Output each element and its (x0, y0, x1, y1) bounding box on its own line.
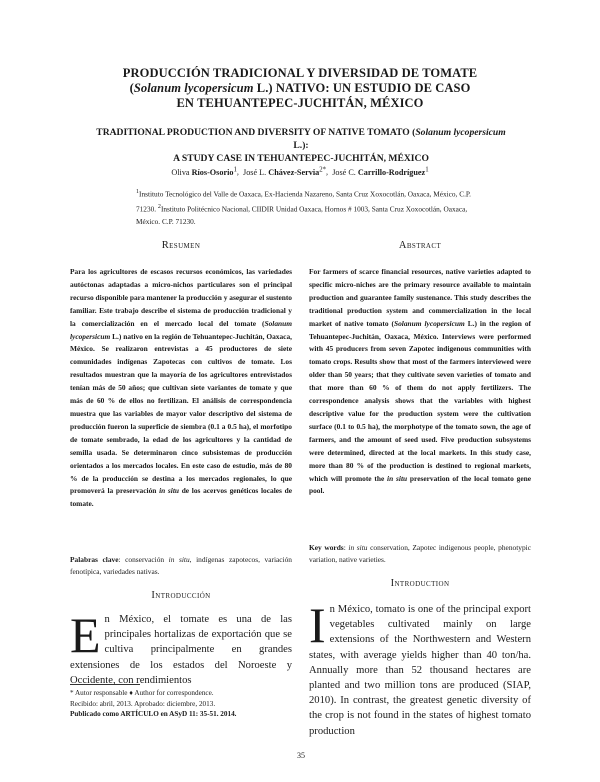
abstract-body (309, 266, 531, 498)
footnote (70, 688, 292, 720)
affil-1-text: Instituto Tecnológico del Valle de Oaxaca, Ex-Hacienda Nazareno, Santa Cruz Xoxocotlán, Oaxaca, México, C.P. 71230. (136, 189, 471, 214)
palabras-clave (70, 554, 292, 578)
footnote-line1: * Autor responsable ♦ Author for correspondence. (70, 689, 214, 697)
affiliations (136, 186, 476, 228)
abstract-part2: L.) in the region of Tehuantepec-Juchitán, Oaxaca, México. Interviews were performed with 45 producers from seven Zapotec indigenous communities with tomato crops. Results show that most of the farmers interviewed were older than 50 years; that they cultivate seven varieties of tomato and that more than 60 % of them do not apply fertilizers. The correspondence analysis shows that the variables with highest descriptive value for the production system were the cultivation surface (0.1 to 0.5 ha), the morphotype of the tomato sown, the age of farmers, and the amount of seed used. Five production subsystems were determined, directed at the local markets. In this study case, more than 80 % of the production is destined to regional markets, which will promote the (309, 318, 531, 483)
title-en-main: TRADITIONAL PRODUCTION AND DIVERSITY OF NATIVE TOMATO ( (96, 127, 416, 138)
key-words-a: : (343, 543, 349, 552)
key-words-insitu: in situ (348, 543, 368, 552)
title-english (88, 126, 514, 165)
author-2 (243, 168, 326, 177)
title-es-open: ( (129, 81, 134, 95)
affil-2-text: Instituto Politécnico Nacional, CIIDIR Unidad Oaxaca, Hornos # 1003, Santa Cruz Xoxocotlán, Oaxaca, México. C.P. 71230. (136, 204, 468, 226)
footnote-line2: Recibido: abril, 2013. Aprobado: diciembre, 2013. (70, 699, 216, 708)
page-number: 35 (297, 751, 305, 760)
resumen-part2: L.) nativo en la región de Tehuantepec-Juchitán, Oaxaca, México. Se realizaron entrevistas a 45 productores de siete comunidades indígenas Zapotecas con cultivos de tomate. Los resultados muestran que la mayoría de los agricultores entrevistados tenían más de 50 años; que cultivan siete variantes de tomate y que más de 60 % de ellos no fertilizan. El análisis de correspondencia muestra que las variables de mayor valor descriptivo del sistema de producción fueron la superficie de siembra (0.1 a 0.5 ha), el morfotipo de tomate sembrado, la edad de los agricultores y la cantidad de semilla usada. Se determinaron cinco subsistemas de producción orientados a los mercados locales. En este caso de estudio, más de 80 % de la producción se destina a los mercados regionales, lo que promoverá la preservación (70, 331, 292, 496)
footnote-line3: Publicado como ARTÍCULO en ASyD 11: 35-51. 2014. (70, 710, 237, 718)
introduccion-body (70, 607, 292, 688)
introduction-heading: Introduction (390, 578, 450, 589)
author-2-given: José L. (243, 167, 269, 177)
author-list: Oliva Ríos-Osorio$^1$, José L. Chávez-Servia$^{2*}$, José C. Carrillo-Rodríguez$^1$ (171, 166, 429, 177)
introduccion-text: n México, el tomate es una de las principales hortalizas de exportación que se cultiva principalmente en grandes extensiones de los estados del Noroeste y Occidente, con rendimientos (70, 614, 292, 686)
key-words (309, 542, 531, 566)
key-words-b: conservation, Zapotec indigenous people, phenotypic variation, native varieties. (309, 543, 532, 564)
abstract-species: Solanum lycopersicum (393, 318, 465, 328)
introduction-dropcap: I (309, 597, 326, 653)
title-en-line1 (88, 126, 514, 152)
affil-2-sup: 2 (157, 203, 161, 210)
palabras-clave-b: , indígenas zapotecos, variación fenotípica, variedades nativas. (70, 555, 293, 576)
author-1 (171, 168, 237, 177)
author-3-surname: Carrillo-Rodríguez (357, 167, 426, 177)
abstract-heading: Abstract (398, 240, 442, 251)
title-en-end: L.): (293, 140, 309, 151)
author-2-surname: Chávez-Servia (268, 167, 320, 177)
title-es-species: Solanum lycopersicum (133, 81, 254, 95)
introduction-body (309, 597, 531, 739)
author-1-given: Oliva (171, 167, 192, 177)
abstract-part1: For farmers of scarce financial resources, native varieties adapted to specific micro-niches are the primary resource available to maintain production and guarantee family sustenance. This study describes the traditional production system and commercialization in the local market of native tomato ( (309, 267, 531, 328)
author-3 (332, 168, 428, 177)
title-es-line3: EN TEHUANTEPEC-JUCHITÁN, MÉXICO (176, 96, 424, 110)
footnote-rule (70, 684, 140, 685)
introduction-text: n México, tomato is one of the principal export vegetables cultivated mainly on large extensions of the Northwestern and Western states, with average yields higher than 40 ton/ha. Annually more than 52 thousand hectares are planted and two million tons are produced (SIAP, 2010). In contrast, the greatest genetic diversity of the crop is not found in the states of highest tomato production (309, 604, 531, 737)
title-es-line1: PRODUCCIÓN TRADICIONAL Y DIVERSIDAD DE TOMATE (122, 66, 478, 80)
resumen-species: Solanum lycopersicum (70, 318, 292, 341)
introduccion-dropcap: E (70, 607, 101, 663)
affil-1-sup: 1 (136, 189, 140, 195)
key-words-label: Key words (309, 543, 344, 552)
author-1-sup: 1 (233, 166, 237, 173)
abstract-insitu: in situ (387, 473, 408, 483)
author-2-sup: 2* (319, 166, 327, 173)
author-3-given: José C. (332, 167, 358, 177)
resumen-body (70, 266, 292, 511)
resumen-part1: Para los agricultores de escasos recursos económicos, las variedades autóctonas adaptadas a micro-nichos particulares son el principal recurso disponible para mantener la producción y asegurar el sustento familiar. Este trabajo describe el sistema de producción tradicional y la comercialización en el mercado local del tomate ( (70, 267, 292, 328)
palabras-clave-insitu: in situ (168, 555, 190, 564)
introduccion-heading: Introducción (151, 590, 211, 601)
palabras-clave-a: : conservación (118, 555, 169, 564)
title-es-line2-rest: L.) NATIVO: UN ESTUDIO DE CASO (253, 81, 471, 95)
abstract-part3: preservation of the local tomato gene pool. (309, 473, 531, 496)
resumen-heading: Resumen (161, 240, 201, 251)
title-es-line2 (70, 81, 530, 96)
title-en-species: Solanum lycopersicum (415, 127, 506, 138)
title-en-line2: A STUDY CASE IN TEHUANTEPEC-JUCHITÁN, MÉXICO (173, 153, 429, 164)
resumen-part3: de los acervos genéticos locales de tomate. (70, 486, 292, 509)
author-3-sup: 1 (425, 166, 429, 173)
palabras-clave-label: Palabras clave (70, 555, 119, 564)
author-1-surname: Ríos-Osorio (191, 167, 234, 177)
title-spanish (70, 66, 530, 111)
resumen-insitu: in situ (159, 486, 180, 496)
